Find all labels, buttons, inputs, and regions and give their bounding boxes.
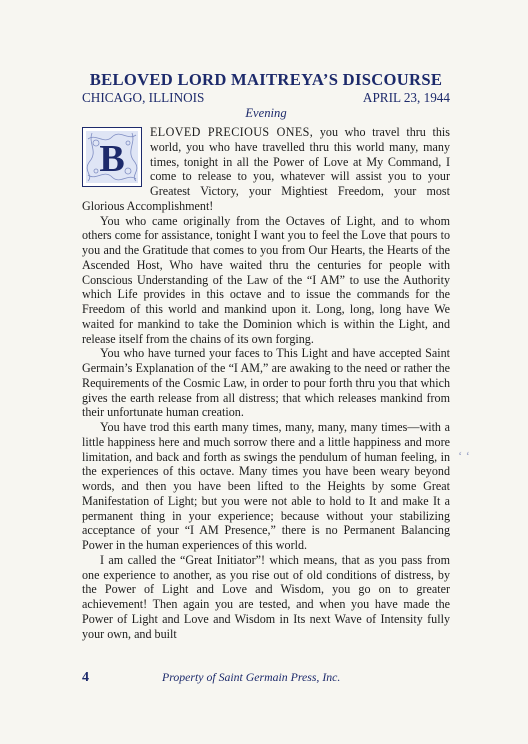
paragraph-5: I am called the “Great Initiator”! which means, that as you pass from one experience to another, as you rise out of old conditions of distress, by the Power of Light and Love and Wisdom, you go on to greater achievement! Then again you are tested, and when you have made the Power of Light and Love and Wisdom in Its next Wave of Intensity fully your own, and built [82, 552, 450, 641]
discourse-body [82, 125, 450, 641]
page-number: 4 [82, 670, 89, 685]
dropcap-letter: B [99, 138, 125, 180]
lead-in: ELOVED PRECIOUS ONES, [150, 125, 314, 139]
ornament-background [86, 131, 138, 183]
subheading [82, 90, 450, 105]
page-footer [82, 670, 450, 686]
paragraph-1-text: you who travel thru this world, you who have travelled thru this world many, many times, tonight in all the Power of Love at My Command, I come to release to you, whatever will assist you to your Greatest Victory, your Mightiest Freedom, your most Glorious Accomplishment! [82, 125, 450, 213]
margin-mark: ‘ ‘ [458, 448, 470, 463]
date: APRIL 23, 1944 [362, 90, 450, 105]
page [82, 70, 450, 641]
paragraph-4: You have trod this earth many times, many, many, many times—with a little happiness here and much sorrow there and a little happiness and more limitation, and back and forth as swings the pendulum of human feeling, in the experiences of this octave. Many times you have been weary beyond words, and then you have been lifted to the Heights by some Great Manifestation of Light; but you were not able to hold to It and make It a permanent thing in your experience; because without your stabilizing acceptance of your “I AM Presence,” there is no Permanent Balancing Power in the human experiences of this world. [82, 420, 450, 552]
ornament-pattern-icon [86, 131, 138, 183]
paragraph-3: You who have turned your faces to This Light and have accepted Saint Germain’s Explanation of the “I AM,” are awaking to the need or rather the Requirements of the Cosmic Law, in order to pour forth thru you that which gives the earth release from all distress; that which releases mankind from their unfortunate human creation. [82, 346, 450, 420]
occasion: Evening [245, 106, 287, 120]
location: CHICAGO, ILLINOIS [82, 90, 205, 105]
dropcap-ornament [82, 127, 142, 187]
publisher-note: Property of Saint Germain Press, Inc. [162, 670, 341, 684]
page-title: BELOVED LORD MAITREYA’S DISCOURSE [89, 70, 443, 89]
paragraph-2: You who came originally from the Octaves of Light, and to whom others come for assistance, tonight I want you to feel the Love that pours to you and the Gratitude that comes to you from Our Hearts, the Hearts of the Ascended Host, Who have waited thru the centuries for people with Conscious Understanding of the Law of the “I AM” to use the Authority which Life provides in this octave and to issue the commands for the Freedom of this world and mankind upon it. Long, long, long have We waited for mankind to take the Dominion which is within the Light, and release itself from the chains of its own forging. [82, 213, 450, 346]
